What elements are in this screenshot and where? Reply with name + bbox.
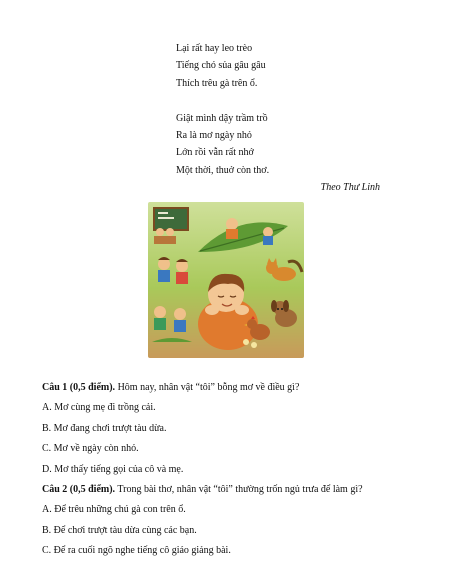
poem-illustration <box>148 202 304 358</box>
poem <box>176 40 269 179</box>
question-1-text: Hôm nay, nhân vật “tôi” bỗng mơ về điều gì? <box>115 382 300 393</box>
question-2-option-a: A. Để trêu những chú gà con trên ổ. <box>42 504 186 516</box>
poem-line: Lớn rồi vẫn rất nhớ <box>176 147 254 159</box>
stanza-gap <box>176 92 269 109</box>
question-1 <box>42 378 430 398</box>
poem-line: Thích trêu gà trên ổ. <box>176 77 258 89</box>
poem-stanza-1 <box>176 40 269 92</box>
poem-stanza-2 <box>176 110 269 180</box>
question-1-option-d: D. Mơ thấy tiếng gọi của cô và mẹ. <box>42 463 184 475</box>
question-2-option-b: B. Để chơi trượt tàu dừa cùng các bạn. <box>42 524 197 536</box>
question-1-option-a: A. Mơ cùng mẹ đi trồng cải. <box>42 402 156 414</box>
question-2-text: Trong bài thơ, nhân vật “tôi” thường trốn ngủ trưa để làm gì? <box>115 484 363 496</box>
poem-source: Theo Thư Linh <box>320 182 380 193</box>
poem-line: Giật mình dậy trầm trồ <box>176 112 268 124</box>
poem-line: Lại rất hay leo trèo <box>176 43 253 54</box>
questions-section <box>42 378 430 562</box>
question-2-option-c: C. Để ra cuối ngõ nghe tiếng cô giáo giảng bài. <box>42 545 231 557</box>
question-2-heading: Câu 2 (0,5 điểm). <box>42 484 116 496</box>
poem-line: Một thời, thuở còn thơ. <box>176 164 270 176</box>
question-1-heading: Câu 1 (0,5 điểm). <box>42 382 116 393</box>
question-1-option-b: B. Mơ đang chơi trượt tàu dừa. <box>42 422 167 434</box>
poem-line: Tiếng chó sủa gâu gâu <box>176 60 266 72</box>
poem-line: Ra là mơ ngày nhỏ <box>176 130 252 142</box>
illustration-canvas <box>148 202 304 358</box>
question-2 <box>42 480 430 500</box>
question-1-option-c: C. Mơ về ngày còn nhỏ. <box>42 443 139 455</box>
